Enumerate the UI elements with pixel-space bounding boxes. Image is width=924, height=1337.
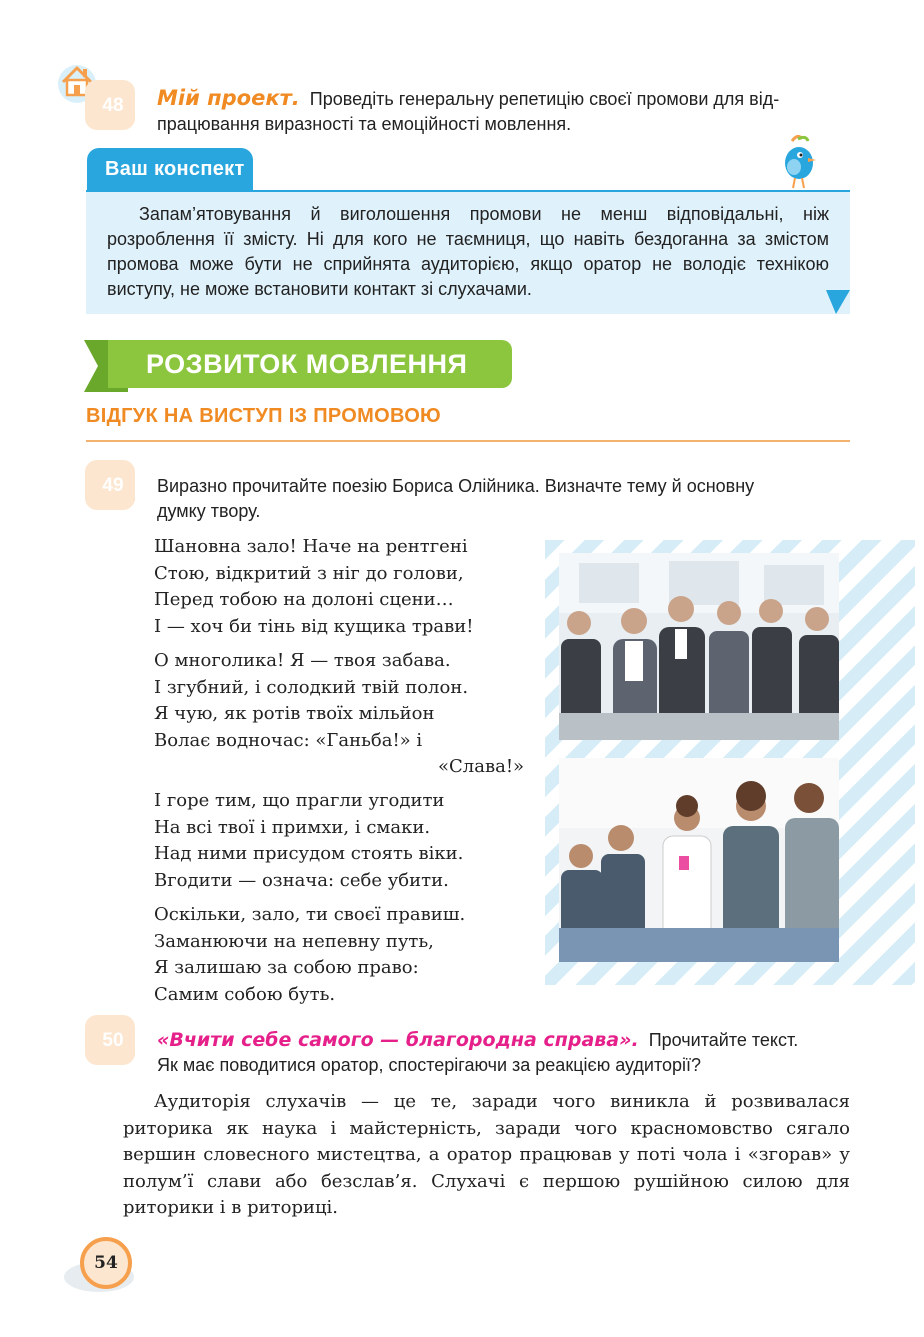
section-subtitle: ВІДГУК НА ВИСТУП ІЗ ПРОМОВОЮ bbox=[86, 405, 441, 427]
poem-stanza-4 bbox=[154, 902, 465, 1008]
task-49-line1: Виразно прочитайте поезію Бориса Олійника. Визначте тему й основну bbox=[157, 476, 755, 496]
divider bbox=[86, 440, 850, 442]
task-50-text bbox=[157, 1028, 857, 1078]
poem-line-slava: «Слава!» bbox=[438, 756, 525, 777]
audience-applauding-photo bbox=[559, 553, 839, 740]
corner-fold bbox=[826, 290, 850, 314]
poem-line: Волає водночас: «Ганьба!» і bbox=[154, 729, 423, 751]
poem-line: Вгодити — означа: себе убити. bbox=[154, 869, 449, 891]
poem-line: Над ними присудом стоять віки. bbox=[154, 843, 464, 864]
poem-line: Оскільки, зало, ти своєї правиш. bbox=[154, 904, 466, 925]
task-number-50: 50 bbox=[91, 1019, 135, 1063]
bird-icon bbox=[778, 133, 818, 191]
poem-line: Шановна зало! Наче на рентгені bbox=[154, 536, 468, 557]
konspekt-title: Ваш конспект bbox=[87, 148, 253, 190]
task-48-line1: Проведіть генеральну репетицію своєї промови для від- bbox=[309, 89, 780, 109]
poem-line: Стою, відкритий з ніг до голови, bbox=[154, 562, 464, 584]
poem-line: І згубний, і солодкий твій полон. bbox=[154, 676, 469, 698]
poem-line: На всі твої і примхи, і смаки. bbox=[154, 816, 431, 838]
task-50-line2: Як має поводитися оратор, спостерігаючи за реакцією аудиторії? bbox=[157, 1055, 702, 1075]
section-title: РОЗВИТОК МОВЛЕННЯ bbox=[108, 340, 512, 388]
poem-line: О многолика! Я — твоя забава. bbox=[154, 650, 451, 671]
prose-text: Аудиторія слухачів — це те, заради чого виникла й розвивалася риторика як наука і майстерність, заради чого красномовство сягало вершин словесного мистецтва, а оратор працював у поті чола і «згорав» у полум’ї слави або безслав’я. Слухачі є першою рушійною силою для риторики і в риториці. bbox=[123, 1091, 850, 1218]
task-48-text bbox=[157, 86, 857, 137]
task-48-line2: працювання виразності та емоційності мовлення. bbox=[157, 114, 572, 134]
poem-line: Я залишаю за собою право: bbox=[154, 957, 419, 978]
poem-stanza-3 bbox=[154, 788, 463, 894]
task-number-49: 49 bbox=[91, 464, 135, 508]
konspekt-text: Запам’ятовування й виголошення промови не менш відповідальні, ніж розроблення її змісту. Ні для кого не таємниця, що навіть бездоганна за змістом промова може бути не сприйнята аудиторією, якщо оратор не володіє технікою виступу, не може встановити контакт зі слухачами. bbox=[107, 204, 829, 299]
poem-line: Я чую, як ротів твоїх мільйон bbox=[154, 703, 435, 724]
poem-line: Перед тобою на долоні сцени… bbox=[154, 589, 454, 610]
poem-stanza-1 bbox=[154, 534, 474, 640]
task-48-title: Мій проект. bbox=[157, 86, 300, 110]
task-50-title: «Вчити себе самого — благородна справа». bbox=[157, 1029, 639, 1051]
poem-line: Самим собою буть. bbox=[154, 983, 336, 1005]
page-number: 54 bbox=[80, 1237, 132, 1289]
poem-line: І — хоч би тінь від кущика трави! bbox=[154, 615, 474, 637]
task-49-text bbox=[157, 474, 857, 524]
task-49-line2: думку твору. bbox=[157, 501, 261, 521]
poem-line: Заманюючи на непевну путь, bbox=[154, 930, 434, 952]
poem-stanza-2 bbox=[154, 648, 468, 754]
task-50-line1: Прочитайте текст. bbox=[648, 1030, 799, 1050]
poem-line: І горе тим, що прагли угодити bbox=[154, 790, 445, 811]
task-number-48: 48 bbox=[91, 84, 135, 128]
audience-phones-photo bbox=[559, 758, 839, 962]
